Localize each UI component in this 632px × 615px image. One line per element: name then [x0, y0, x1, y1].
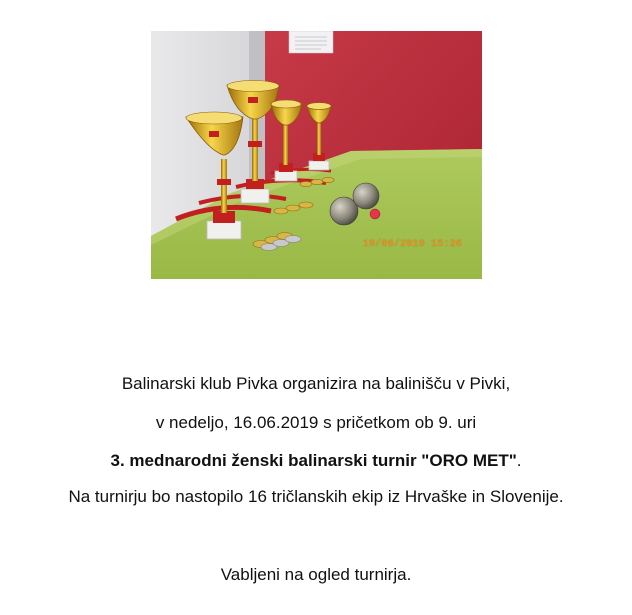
tournament-title-period: . [516, 451, 522, 470]
invitation-line: Vabljeni na ogled turnirja. [220, 565, 412, 584]
date-line: v nedeljo, 16.06.2019 s pričetkom ob 9. uri [155, 413, 477, 432]
trophies-photo [151, 31, 482, 279]
teams-line: Na turnirju bo nastopilo 16 tričlanskih ekip iz Hrvaške in Slovenije. [68, 487, 564, 506]
intro-line: Balinarski klub Pivka organizira na balinišču v Pivki, [121, 374, 511, 393]
tournament-title [0, 451, 632, 471]
photo-date-stamp: 19/06/2019 15:26 [362, 239, 462, 250]
tournament-title-text: 3. mednarodni ženski balinarski turnir "ORO MET" [110, 451, 517, 470]
